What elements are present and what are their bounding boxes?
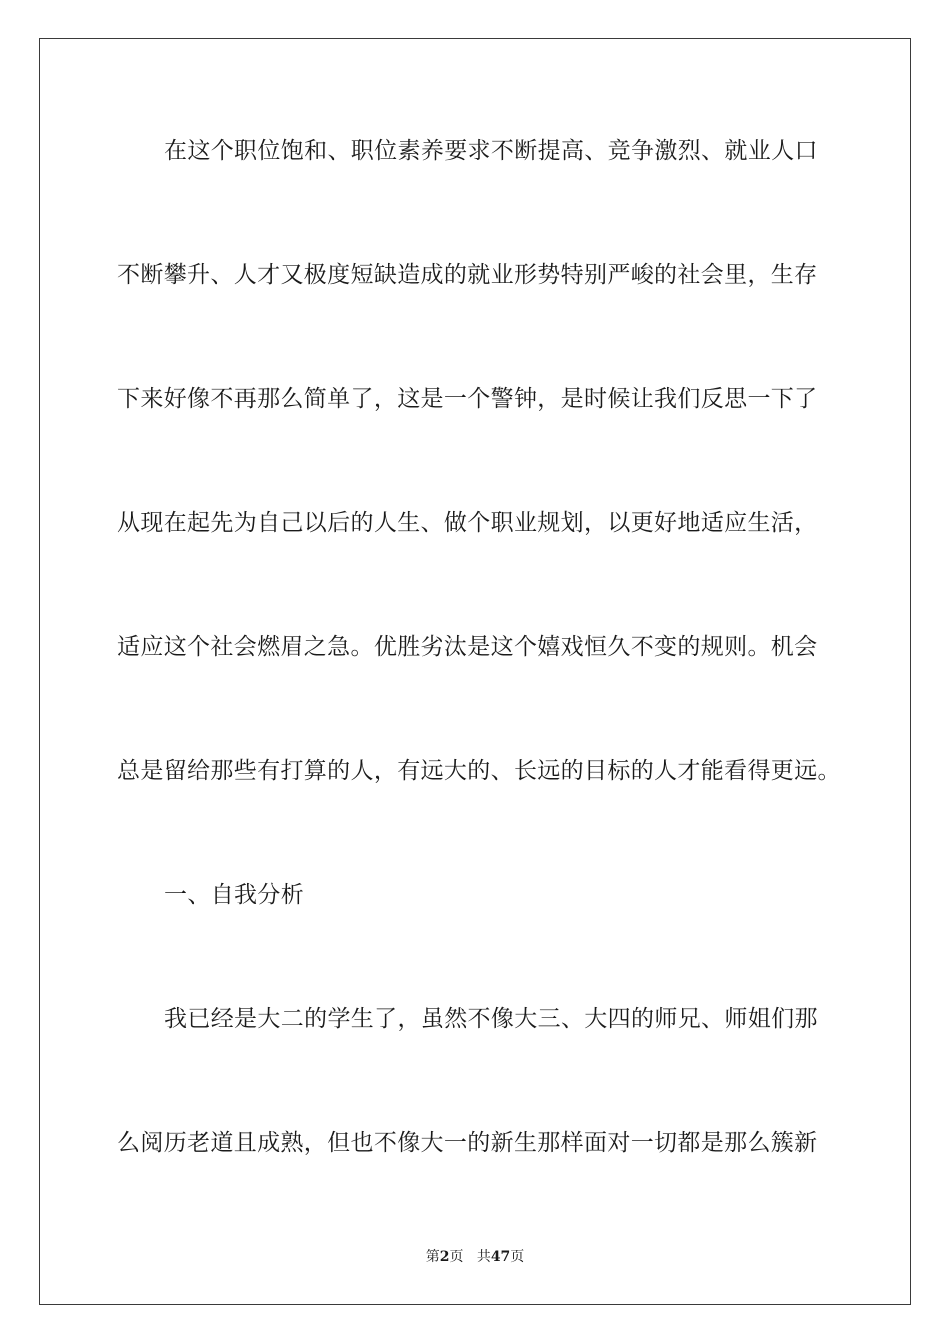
- page-prefix: 第: [425, 1249, 440, 1265]
- paragraph-line-3: 下来好像不再那么简单了，这是一个警钟，是时候让我们反思一下了: [117, 386, 818, 412]
- paragraph2-line-2: 么阅历老道且成熟，但也不像大一的新生那样面对一切都是那么簇新: [117, 1130, 818, 1156]
- page-suffix: 页: [449, 1249, 464, 1265]
- paragraph-line-4: 从现在起先为自己以后的人生、做个职业规划，以更好地适应生活，: [117, 510, 818, 536]
- total-suffix: 页: [510, 1249, 525, 1265]
- paragraph-line-6: 总是留给那些有打算的人，有远大的、长远的目标的人才能看得更远。: [117, 758, 841, 784]
- section-heading: 一、自我分析: [164, 882, 305, 908]
- paragraph-line-1: 在这个职位饱和、职位素养要求不断提高、竞争激烈、就业人口: [164, 138, 818, 164]
- page-number: 2: [439, 1249, 450, 1265]
- paragraph2-line-1: 我已经是大二的学生了，虽然不像大三、大四的师兄、师姐们那: [164, 1006, 818, 1032]
- total-prefix: 共: [476, 1249, 491, 1265]
- page-footer: [0, 1248, 950, 1266]
- paragraph-line-5: 适应这个社会燃眉之急。优胜劣汰是这个嬉戏恒久不变的规则。机会: [117, 634, 818, 660]
- page-border: [39, 38, 911, 1305]
- paragraph-line-2: 不断攀升、人才又极度短缺造成的就业形势特别严峻的社会里，生存: [117, 262, 818, 288]
- total-pages: 47: [490, 1249, 511, 1265]
